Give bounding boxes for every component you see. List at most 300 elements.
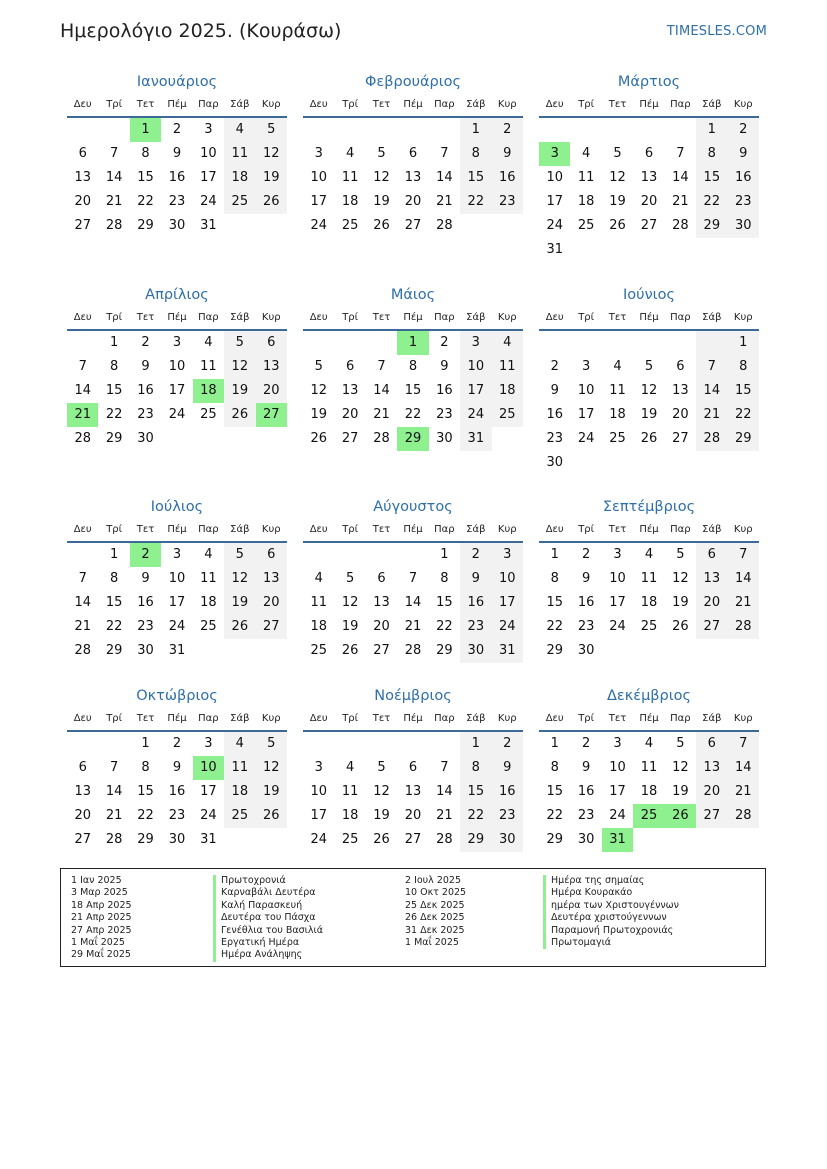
day-cell: 6 <box>78 146 87 161</box>
day-cell: 4 <box>204 547 213 562</box>
day-cell: 16 <box>436 383 453 398</box>
day-cell: 12 <box>310 383 327 398</box>
day-cell: 11 <box>640 571 658 586</box>
day-cell: 3 <box>172 547 182 562</box>
weekday-label: Κυρ <box>733 524 753 535</box>
day-cell: 20 <box>256 591 287 615</box>
day-cell: 15 <box>137 170 154 185</box>
day-cell: 24 <box>546 218 563 233</box>
empty-day-cell <box>696 331 727 355</box>
empty-day-cell <box>67 118 98 142</box>
month-name: Αύγουστος <box>373 499 453 515</box>
day-cell: 4 <box>644 547 654 562</box>
weekday-label: Σάβ <box>230 713 250 724</box>
month-calendar <box>67 70 287 238</box>
weekday-label: Πέμ <box>639 524 659 535</box>
empty-day-cell <box>98 732 129 756</box>
day-cell: 13 <box>640 170 658 185</box>
day-cell: 14 <box>404 595 422 610</box>
day-cell: 16 <box>546 407 563 422</box>
day-cell: 23 <box>137 407 154 422</box>
weekday-label: Δευ <box>309 524 328 535</box>
day-cell: 4 <box>314 571 323 586</box>
day-cell: 24 <box>460 403 491 427</box>
day-cell: 5 <box>345 571 355 586</box>
day-cell: 12 <box>224 355 255 379</box>
day-cell: 22 <box>137 808 154 823</box>
day-cell: 2 <box>141 335 150 350</box>
day-cell: 19 <box>224 591 255 615</box>
weekday-label: Δευ <box>73 713 92 724</box>
day-cell: 15 <box>137 784 154 799</box>
day-cell: 18 <box>224 166 255 190</box>
weekday-label: Δευ <box>545 99 564 110</box>
weekday-label: Δευ <box>73 524 92 535</box>
day-cell: 13 <box>672 383 689 398</box>
day-cell: 12 <box>672 760 689 775</box>
day-cell: 3 <box>581 359 591 374</box>
month-calendar <box>539 495 759 663</box>
legend-date: 26 Δεκ 2025 <box>405 912 465 924</box>
day-cell: 19 <box>640 407 658 422</box>
weekday-header <box>303 519 523 543</box>
day-cell: 28 <box>74 431 91 446</box>
day-cell: 4 <box>345 146 355 161</box>
empty-day-cell <box>334 118 365 142</box>
day-cell: 2 <box>550 359 559 374</box>
empty-day-cell <box>67 732 98 756</box>
month-calendar <box>539 283 759 475</box>
weekday-label: Πέμ <box>167 312 187 323</box>
day-cell: 5 <box>256 118 287 142</box>
day-cell: 31 <box>460 427 491 451</box>
day-cell: 20 <box>404 808 422 823</box>
empty-day-cell <box>397 543 428 567</box>
weekday-label: Παρ <box>198 713 219 724</box>
weekday-header <box>67 307 287 331</box>
day-cell: 27 <box>341 431 359 446</box>
day-cell: 7 <box>78 571 87 586</box>
day-cell: 9 <box>728 142 759 166</box>
weekday-label: Κυρ <box>733 99 753 110</box>
day-cell: 21 <box>105 194 123 209</box>
weekday-label: Κυρ <box>497 524 517 535</box>
weekday-label: Παρ <box>670 713 691 724</box>
day-cell: 22 <box>546 808 563 823</box>
day-cell: 22 <box>460 190 491 214</box>
day-cell: 16 <box>460 591 491 615</box>
day-cell: 8 <box>460 142 491 166</box>
day-cell: 27 <box>373 643 390 658</box>
day-cell: 25 <box>609 431 626 446</box>
day-cell: 17 <box>609 595 626 610</box>
weekday-label: Δευ <box>545 713 564 724</box>
month-calendar <box>303 684 523 852</box>
day-cell: 12 <box>224 567 255 591</box>
day-cell: 30 <box>168 832 186 847</box>
day-cell: 26 <box>224 403 255 427</box>
legend-holiday-name: Ημέρα της σημαίας <box>543 875 679 887</box>
day-cell: 7 <box>676 146 685 161</box>
day-cell: 6 <box>78 760 87 775</box>
weekday-label: Παρ <box>198 312 219 323</box>
day-cell: 17 <box>168 383 186 398</box>
legend-date: 27 Απρ 2025 <box>71 924 132 936</box>
day-cell: 7 <box>109 146 119 161</box>
day-cell: 16 <box>168 170 186 185</box>
day-cell: 25 <box>341 832 359 847</box>
day-cell: 26 <box>341 643 359 658</box>
month-calendar <box>67 684 287 852</box>
day-cell: 28 <box>672 218 689 233</box>
day-cell: 4 <box>613 359 622 374</box>
weekday-label: Τετ <box>608 713 627 724</box>
day-cell: 26 <box>224 615 255 639</box>
day-cell: 13 <box>404 170 422 185</box>
day-cell: 25 <box>341 218 359 233</box>
day-cell: 28 <box>696 427 727 451</box>
day-cell: 15 <box>696 166 727 190</box>
day-cell: 26 <box>672 619 689 634</box>
day-cell: 23 <box>168 194 186 209</box>
day-cell: 30 <box>577 643 595 658</box>
day-cell: 24 <box>609 619 626 634</box>
holiday-legend <box>60 868 766 967</box>
day-cell: 2 <box>492 118 523 142</box>
day-cell: 22 <box>696 190 727 214</box>
day-cell: 1 <box>460 732 491 756</box>
day-cell: 1 <box>109 335 119 350</box>
day-cell: 4 <box>224 118 255 142</box>
day-cell: 17 <box>168 595 186 610</box>
day-cell: 17 <box>310 194 327 209</box>
month-name: Απρίλιος <box>145 287 209 303</box>
day-grid <box>539 118 759 262</box>
day-cell: 5 <box>676 736 685 751</box>
day-cell: 10 <box>310 784 327 799</box>
day-cell: 21 <box>728 780 759 804</box>
empty-day-cell <box>665 118 696 142</box>
day-cell: 20 <box>341 407 359 422</box>
month-name: Δεκέμβριος <box>606 688 692 704</box>
day-cell: 4 <box>581 146 591 161</box>
month-calendar <box>539 70 759 262</box>
day-cell: 16 <box>168 784 186 799</box>
day-cell: 23 <box>577 808 595 823</box>
day-cell: 21 <box>436 808 453 823</box>
day-cell: 7 <box>78 359 87 374</box>
day-cell: 23 <box>137 619 154 634</box>
day-cell: 6 <box>676 359 685 374</box>
legend-date: 3 Μαρ 2025 <box>71 887 128 899</box>
empty-day-cell <box>366 543 397 567</box>
legend-dates-left <box>71 875 132 962</box>
page-title: Ημερολόγιο 2025. (Κουράσω) <box>60 20 342 42</box>
day-cell: 22 <box>105 619 123 634</box>
day-cell: 6 <box>408 760 418 775</box>
day-cell: 7 <box>728 732 759 756</box>
weekday-label: Τρί <box>342 99 359 110</box>
day-cell: 6 <box>377 571 386 586</box>
weekday-label: Παρ <box>670 99 691 110</box>
day-cell: 29 <box>460 828 491 852</box>
weekday-label: Πέμ <box>403 99 423 110</box>
legend-date: 1 Μαΐ 2025 <box>71 936 125 948</box>
day-cell: 27 <box>404 218 422 233</box>
weekday-label: Τετ <box>372 312 391 323</box>
empty-day-cell <box>366 331 397 355</box>
weekday-label: Δευ <box>73 99 92 110</box>
day-cell: 10 <box>168 359 186 374</box>
day-cell: 13 <box>256 567 287 591</box>
day-cell: 6 <box>256 331 287 355</box>
day-cell: 16 <box>577 595 595 610</box>
weekday-label: Κυρ <box>497 99 517 110</box>
holiday-day-cell: 25 <box>633 804 664 828</box>
day-cell: 28 <box>105 218 123 233</box>
day-cell: 27 <box>74 218 91 233</box>
day-cell: 20 <box>696 591 727 615</box>
weekday-label: Σάβ <box>230 99 250 110</box>
weekday-label: Παρ <box>434 99 455 110</box>
weekday-label: Τετ <box>136 99 155 110</box>
day-cell: 27 <box>640 218 658 233</box>
day-cell: 24 <box>168 619 186 634</box>
day-cell: 8 <box>408 359 418 374</box>
day-cell: 26 <box>256 190 287 214</box>
day-cell: 20 <box>404 194 422 209</box>
empty-day-cell <box>429 118 460 142</box>
holiday-day-cell: 10 <box>193 756 224 780</box>
weekday-label: Τρί <box>578 99 595 110</box>
day-cell: 18 <box>492 379 523 403</box>
weekday-label: Πέμ <box>167 99 187 110</box>
weekday-label: Παρ <box>434 524 455 535</box>
legend-names-right <box>543 875 679 949</box>
day-cell: 13 <box>341 383 359 398</box>
legend-date: 10 Οκτ 2025 <box>405 887 467 899</box>
day-grid <box>67 732 287 852</box>
day-cell: 14 <box>74 595 91 610</box>
day-cell: 6 <box>644 146 654 161</box>
empty-day-cell <box>602 331 633 355</box>
legend-holiday-name: Καρναβάλι Δευτέρα <box>213 887 323 899</box>
day-cell: 1 <box>550 547 559 562</box>
day-cell: 14 <box>105 170 123 185</box>
weekday-label: Τρί <box>342 713 359 724</box>
day-cell: 2 <box>492 732 523 756</box>
day-cell: 12 <box>341 595 359 610</box>
day-cell: 20 <box>640 194 658 209</box>
day-cell: 22 <box>436 619 453 634</box>
day-cell: 13 <box>74 784 91 799</box>
month-calendar <box>303 283 523 451</box>
day-cell: 27 <box>74 832 91 847</box>
day-cell: 14 <box>373 383 390 398</box>
day-cell: 1 <box>728 331 759 355</box>
month-name: Σεπτέμβριος <box>602 499 696 515</box>
day-cell: 26 <box>256 804 287 828</box>
day-cell: 14 <box>728 756 759 780</box>
empty-day-cell <box>303 543 334 567</box>
day-cell: 6 <box>696 732 727 756</box>
weekday-label: Τρί <box>578 713 595 724</box>
day-cell: 13 <box>74 170 91 185</box>
empty-day-cell <box>366 732 397 756</box>
day-cell: 2 <box>172 122 182 137</box>
day-cell: 26 <box>609 218 626 233</box>
day-cell: 29 <box>137 832 154 847</box>
day-cell: 12 <box>373 784 390 799</box>
weekday-label: Τετ <box>608 99 627 110</box>
holiday-day-cell: 21 <box>67 403 98 427</box>
day-cell: 11 <box>609 383 626 398</box>
empty-day-cell <box>303 732 334 756</box>
day-cell: 30 <box>728 214 759 238</box>
day-cell: 17 <box>546 194 563 209</box>
day-cell: 18 <box>609 407 626 422</box>
day-cell: 14 <box>728 567 759 591</box>
day-cell: 7 <box>696 355 727 379</box>
legend-holiday-name: Πρωτομαγιά <box>543 937 679 949</box>
brand-link[interactable]: TIMESLES.COM <box>666 24 767 39</box>
day-cell: 9 <box>581 571 591 586</box>
day-cell: 29 <box>137 218 154 233</box>
day-cell: 1 <box>141 736 150 751</box>
day-cell: 14 <box>696 379 727 403</box>
day-cell: 11 <box>492 355 523 379</box>
weekday-header <box>303 708 523 732</box>
day-cell: 12 <box>640 383 658 398</box>
day-cell: 28 <box>404 643 422 658</box>
day-cell: 18 <box>640 784 658 799</box>
weekday-label: Τρί <box>106 312 123 323</box>
day-cell: 22 <box>137 194 154 209</box>
day-cell: 28 <box>436 218 453 233</box>
day-cell: 20 <box>74 194 91 209</box>
day-cell: 21 <box>672 194 689 209</box>
day-cell: 15 <box>404 383 422 398</box>
empty-day-cell <box>602 118 633 142</box>
day-grid <box>303 331 523 451</box>
day-cell: 31 <box>200 832 217 847</box>
weekday-label: Πέμ <box>639 312 659 323</box>
day-cell: 12 <box>373 170 390 185</box>
day-cell: 25 <box>577 218 595 233</box>
legend-date: 2 Ιουλ 2025 <box>405 875 461 886</box>
day-cell: 10 <box>200 146 217 161</box>
legend-date: 1 Ιαν 2025 <box>71 875 122 886</box>
legend-date: 29 Μαΐ 2025 <box>71 949 131 961</box>
day-cell: 2 <box>172 736 182 751</box>
day-cell: 8 <box>728 355 759 379</box>
legend-date: 21 Απρ 2025 <box>71 912 132 924</box>
day-cell: 19 <box>224 379 255 403</box>
day-cell: 8 <box>109 571 119 586</box>
day-cell: 6 <box>256 543 287 567</box>
weekday-label: Κυρ <box>261 312 281 323</box>
month-name: Ιούλιος <box>150 499 204 515</box>
empty-day-cell <box>539 331 570 355</box>
day-cell: 28 <box>728 804 759 828</box>
day-cell: 19 <box>373 808 390 823</box>
day-cell: 2 <box>581 736 591 751</box>
legend-date: 1 Μαΐ 2025 <box>405 936 459 948</box>
empty-day-cell <box>303 331 334 355</box>
weekday-label: Τετ <box>372 99 391 110</box>
day-cell: 16 <box>492 166 523 190</box>
day-cell: 21 <box>373 407 390 422</box>
day-cell: 24 <box>310 218 327 233</box>
weekday-label: Σάβ <box>702 99 722 110</box>
day-cell: 3 <box>613 736 622 751</box>
day-cell: 26 <box>310 431 327 446</box>
day-cell: 12 <box>609 170 626 185</box>
day-cell: 8 <box>550 571 559 586</box>
day-cell: 22 <box>460 804 491 828</box>
weekday-label: Τρί <box>106 713 123 724</box>
day-cell: 18 <box>310 619 327 634</box>
weekday-label: Δευ <box>545 524 564 535</box>
weekday-label: Σάβ <box>466 713 486 724</box>
day-cell: 9 <box>550 383 559 398</box>
day-cell: 2 <box>728 118 759 142</box>
day-cell: 19 <box>672 784 689 799</box>
legend-holiday-name: Ημέρα Κουρακάο <box>543 887 679 899</box>
day-cell: 12 <box>256 756 287 780</box>
weekday-label: Δευ <box>309 713 328 724</box>
day-cell: 18 <box>224 780 255 804</box>
day-cell: 16 <box>577 784 595 799</box>
day-cell: 25 <box>200 619 217 634</box>
day-cell: 26 <box>640 431 658 446</box>
day-grid <box>539 543 759 663</box>
day-cell: 30 <box>168 218 186 233</box>
legend-holiday-name: Δευτέρα χριστούγεννων <box>543 912 679 924</box>
legend-names-left <box>213 875 323 962</box>
day-cell: 13 <box>256 355 287 379</box>
day-cell: 11 <box>310 595 327 610</box>
day-cell: 28 <box>728 615 759 639</box>
weekday-label: Παρ <box>198 99 219 110</box>
legend-date: 31 Δεκ 2025 <box>405 924 465 936</box>
weekday-label: Σάβ <box>702 713 722 724</box>
day-cell: 10 <box>168 571 186 586</box>
day-cell: 4 <box>345 760 355 775</box>
day-cell: 13 <box>696 567 727 591</box>
day-cell: 24 <box>168 407 186 422</box>
day-cell: 1 <box>696 118 727 142</box>
day-cell: 22 <box>105 407 123 422</box>
legend-holiday-name: Πρωτοχρονιά <box>213 875 323 887</box>
legend-holiday-name: Δευτέρα του Πάσχα <box>213 912 323 924</box>
day-cell: 19 <box>256 780 287 804</box>
day-cell: 5 <box>644 359 654 374</box>
holiday-day-cell: 29 <box>397 427 428 451</box>
day-cell: 21 <box>105 808 123 823</box>
day-cell: 20 <box>672 407 689 422</box>
day-cell: 23 <box>546 431 563 446</box>
weekday-label: Παρ <box>670 524 691 535</box>
day-cell: 10 <box>492 567 523 591</box>
day-cell: 24 <box>492 615 523 639</box>
day-cell: 28 <box>105 832 123 847</box>
day-cell: 5 <box>613 146 622 161</box>
day-cell: 24 <box>310 832 327 847</box>
month-name: Ιανουάριος <box>136 74 218 90</box>
day-cell: 21 <box>436 194 453 209</box>
day-cell: 15 <box>460 166 491 190</box>
